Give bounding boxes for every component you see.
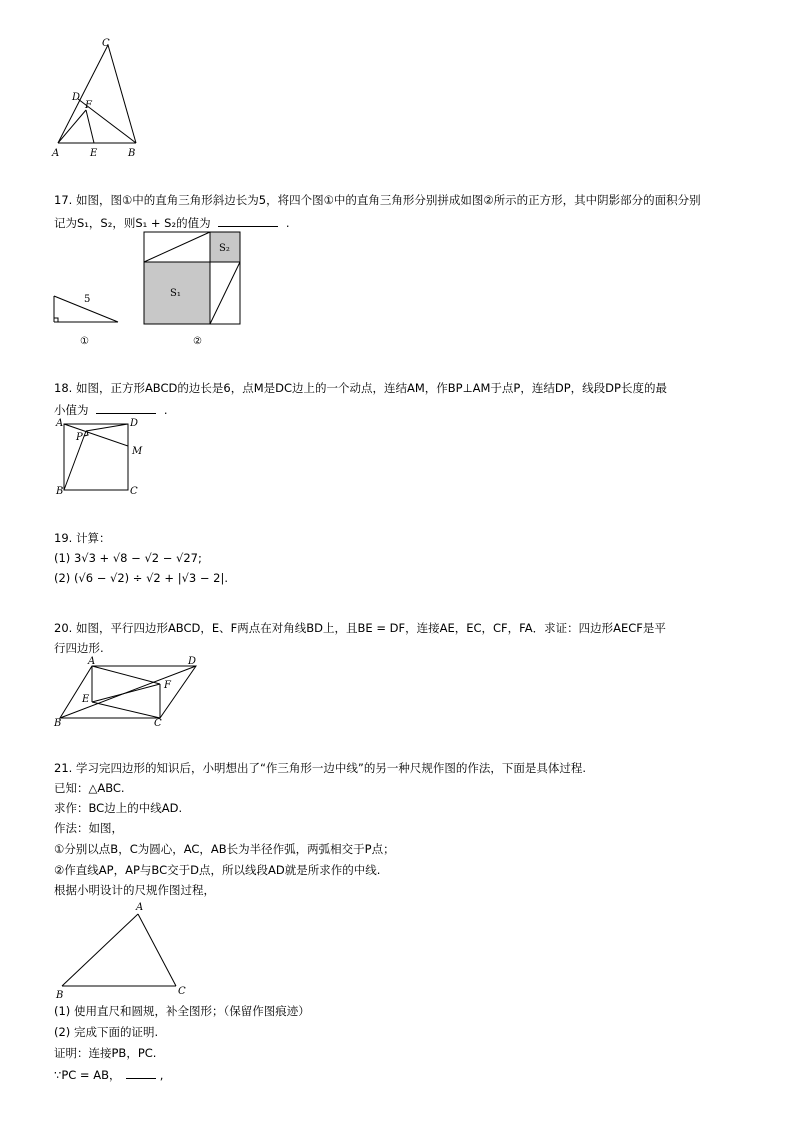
label-S2: S₂ (219, 243, 230, 254)
label-D: D (130, 418, 139, 429)
label-B: B (56, 990, 64, 1001)
q21-sub1: (1) 使用直尺和圆规，补全图形；（保留作图痕迹） (54, 1004, 310, 1018)
q21-sub2: (2) 完成下面的证明. (54, 1025, 159, 1039)
q21-proof1: 证明：连接PB，PC. (54, 1046, 157, 1060)
hypotenuse-label: 5 (84, 294, 91, 305)
q17-line2-end: . (285, 216, 290, 230)
q21-proof2-text: ∵PC = AB， (54, 1068, 121, 1082)
q18-answer-blank[interactable] (96, 401, 156, 414)
figure-q18-square (50, 414, 150, 500)
q17-line1: 17. 如图，图①中的直角三角形斜边长为5，将四个图①中的直角三角形分别拼成如图②所示的正方形，其中阴影部分的面积分别 (54, 193, 701, 207)
q21-line1: 21. 学习完四边形的知识后，小明想出了“作三角形一边中线”的另一种尺规作图的作法，下面是具体过程. (54, 761, 587, 775)
q20-line1: 20. 如图，平行四边形ABCD，E、F两点在对角线BD上，且BE = DF，连接AE，EC，CF，FA．求证：四边形AECF是平 (54, 621, 666, 635)
label-E: E (82, 694, 90, 705)
label-C: C (102, 38, 110, 49)
q21-step1: ①分别以点B，C为圆心，AC，AB长为半径作弧，两弧相交于P点； (54, 842, 395, 856)
label-F: F (85, 100, 92, 111)
label-F: F (164, 680, 171, 691)
label-B: B (56, 486, 64, 497)
q20-line2: 行四边形. (54, 641, 104, 655)
label-A: A (88, 656, 96, 667)
label-A: A (136, 902, 144, 913)
q21-method: 作法：如图， (54, 821, 123, 835)
figure-q16-triangle (50, 36, 150, 162)
label-C: C (130, 486, 138, 497)
q21-proof-blank[interactable] (126, 1066, 156, 1079)
label-M: M (132, 446, 143, 457)
label-C: C (178, 986, 186, 997)
label-P: P (76, 432, 83, 443)
q21-known: 已知：△ABC. (54, 781, 125, 795)
q17-answer-blank[interactable] (218, 214, 278, 227)
q21-proof2 (54, 1066, 163, 1083)
q21-intro: 根据小明设计的尺规作图过程， (54, 883, 215, 897)
q21-construct: 求作：BC边上的中线AD. (54, 801, 183, 815)
caption-fig1: ① (80, 336, 89, 347)
q19-title: 19. 计算： (54, 531, 111, 545)
label-A: A (56, 418, 64, 429)
q19-part1: (1) 3√3 + √8 − √2 − √27; (54, 551, 202, 565)
figure-q20-parallelogram (50, 656, 202, 730)
label-B: B (54, 718, 62, 729)
q18-line2-end: . (163, 403, 168, 417)
figure-q21-triangle (50, 898, 200, 1002)
label-A: A (52, 148, 60, 159)
label-C: C (154, 718, 162, 729)
figure-q17-square (140, 228, 244, 350)
q18-line1: 18. 如图，正方形ABCD的边长是6，点M是DC边上的一个动点，连结AM，作BP⊥AM于点P，连结DP，线段DP长度的最 (54, 381, 667, 395)
q19-part2: (2) (√6 − √2) ÷ √2 + |√3 − 2|. (54, 571, 229, 585)
label-S1: S₁ (170, 288, 181, 299)
caption-fig2: ② (193, 336, 202, 347)
label-D: D (188, 656, 197, 667)
label-E: E (90, 148, 98, 159)
figure-q17-right-triangle (50, 288, 126, 350)
q21-step2: ②作直线AP，AP与BC交于D点，所以线段AD就是所求作的中线. (54, 863, 381, 877)
q17-line2-text: 记为S₁，S₂，则S₁ + S₂的值为 (54, 216, 211, 230)
label-B: B (128, 148, 136, 159)
q18-line2-text: 小值为 (54, 403, 89, 417)
q21-proof2-end: , (159, 1068, 164, 1082)
label-D: D (72, 92, 81, 103)
